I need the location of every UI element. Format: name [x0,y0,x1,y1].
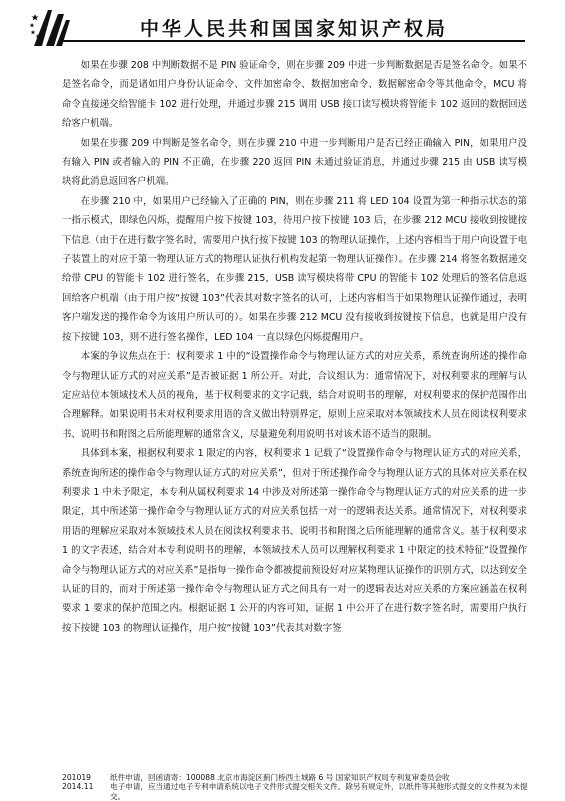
form-date: 2014.11 [62,782,94,792]
cnipa-emblem-icon [28,6,72,50]
header-divider [60,40,525,42]
paragraph: 如果在步骤 208 中判断数据不是 PIN 验证命令，则在步骤 209 中进一步判断数据是否是签名命令。如果不是签名命令，而是诸如用户身份认证命令、文件加密命令、数据加密命令、数据解密命令等其他命令，MCU 将命令直接递交给智能卡 102 进行处理，并通过步骤 215 调用 USB 接口读写模块将智能卡 102 返回的数据回送给客户机端。 [62,60,527,130]
document-body [62,56,527,638]
page-title: 中华人民共和国国家知识产权局 [140,18,449,40]
electronic-filing-notice: 电子申请，应当通过电子专利申请系统以电子文件形式提交相关文件。除另有规定外，以纸件等其他形式提交的文件视为未提交。 [110,782,528,801]
paragraph: 具体到本案，根据权利要求 1 限定的内容，权利要求 1 记载了“设置操作命令与物理认证方式的对应关系，系统查询所述的操作命令与物理认证方式的对应关系”，但对于所述操作命令与物理认证方式的具体对应关系在权利要求 1 中未予限定，本专利从属权利要求 14 中涉及对所述第一操作命令与物理认证方式的对应关系的进一步限定，其中所述第一操作命令与物理认证方式的对应关系包括一对一的逻辑表达关系。通常情况下，对权利要求用语的理解应采取对本领域技术人员在阅读权利要求书、说明书和附图之后所能理解的通常含义。基于权利要求 1 的文字表述，结合对本专利说明书的理解，本领域技术人员可以理解权利要求 1 中限定的技术特征“设置操作命令与物理认证方式的对应关系”是指每一操作命令都被提前预设好对应某物理认证操作的识别方式，以达到安全认证的目的，而对于所述第一操作命令与物理认证方式之间具有一对一的逻辑表达对应关系的方案应涵盖在权利要求 1 要求的保护范围之内。根据证据 1 公开的内容可知，证据 1 中公开了在进行数字签名时，需要用户执行按下按键 103 的物理认证操作，用户按“按键 103”代表其对数字签 [62,448,527,634]
page-footer [62,773,532,801]
paragraph: 在步骤 210 中，如果用户已经输入了正确的 PIN，则在步骤 211 将 LED 104 设置为第一种指示状态的第一指示模式，即绿色闪烁，提醒用户按下按键 103，待用户按下按键 103 后，在步骤 212 MCU 接收到按键按下信息（由于在进行数字签名时，需要用户执行按下按键 103 的物理认证操作，上述内容相当于用户向设置于电子装置上的对应于第一物理认证方式的物理认证执行机构发起第一物理认证操作）。在步骤 214 将签名数据递交给带 CPU 的智能卡 102 进行签名，在步骤 215，USB 读写模块将带 CPU 的智能卡 102 处理后的签名信息返回给客户机端（由于用户按“按键 103”代表其对数字签名的认可，上述内容相当于如果物理认证操作通过，表明客户端发送的操作命令为该用户所认可的）。如果在步骤 212 MCU 没有接收到按键按下信息，也就是用户没有按下按键 103，则不进行签名操作，LED 104 一直以绿色闪烁提醒用户。 [62,195,527,343]
paragraph: 本案的争议焦点在于：权利要求 1 中的“设置操作命令与物理认证方式的对应关系，系统查询所述的操作命令与物理认证方式的对应关系”是否被证据 1 所公开。对此，合议组认为：通常情况下，对权利要求的理解与认定应站位本领域技术人员的视角，基于权利要求的文字记载，结合对说明书的理解，对权利要求的保护范围作出合理解释。如果说明书未对权利要求用语的含义做出特别界定，原则上应采取对本领域技术人员在阅读权利要求书、说明书和附图之后所能理解的通常含义，尽量避免利用说明书对该术语不适当的限制。 [62,351,527,440]
form-code: 201019 [62,773,91,782]
paragraph: 如果在步骤 209 中判断是签名命令，则在步骤 210 中进一步判断用户是否已经正确输入 PIN，如果用户没有输入 PIN 或者输入的 PIN 不正确，在步骤 220 返回 PIN 未通过验证消息，并通过步骤 215 由 USB 读写模块将此消息返回客户机端。 [62,137,527,188]
mailing-notice: 纸件申请，回函请寄：100088 北京市海淀区蓟门桥西土城路 6 号 国家知识产权局专利复审委员会收 [110,773,450,782]
